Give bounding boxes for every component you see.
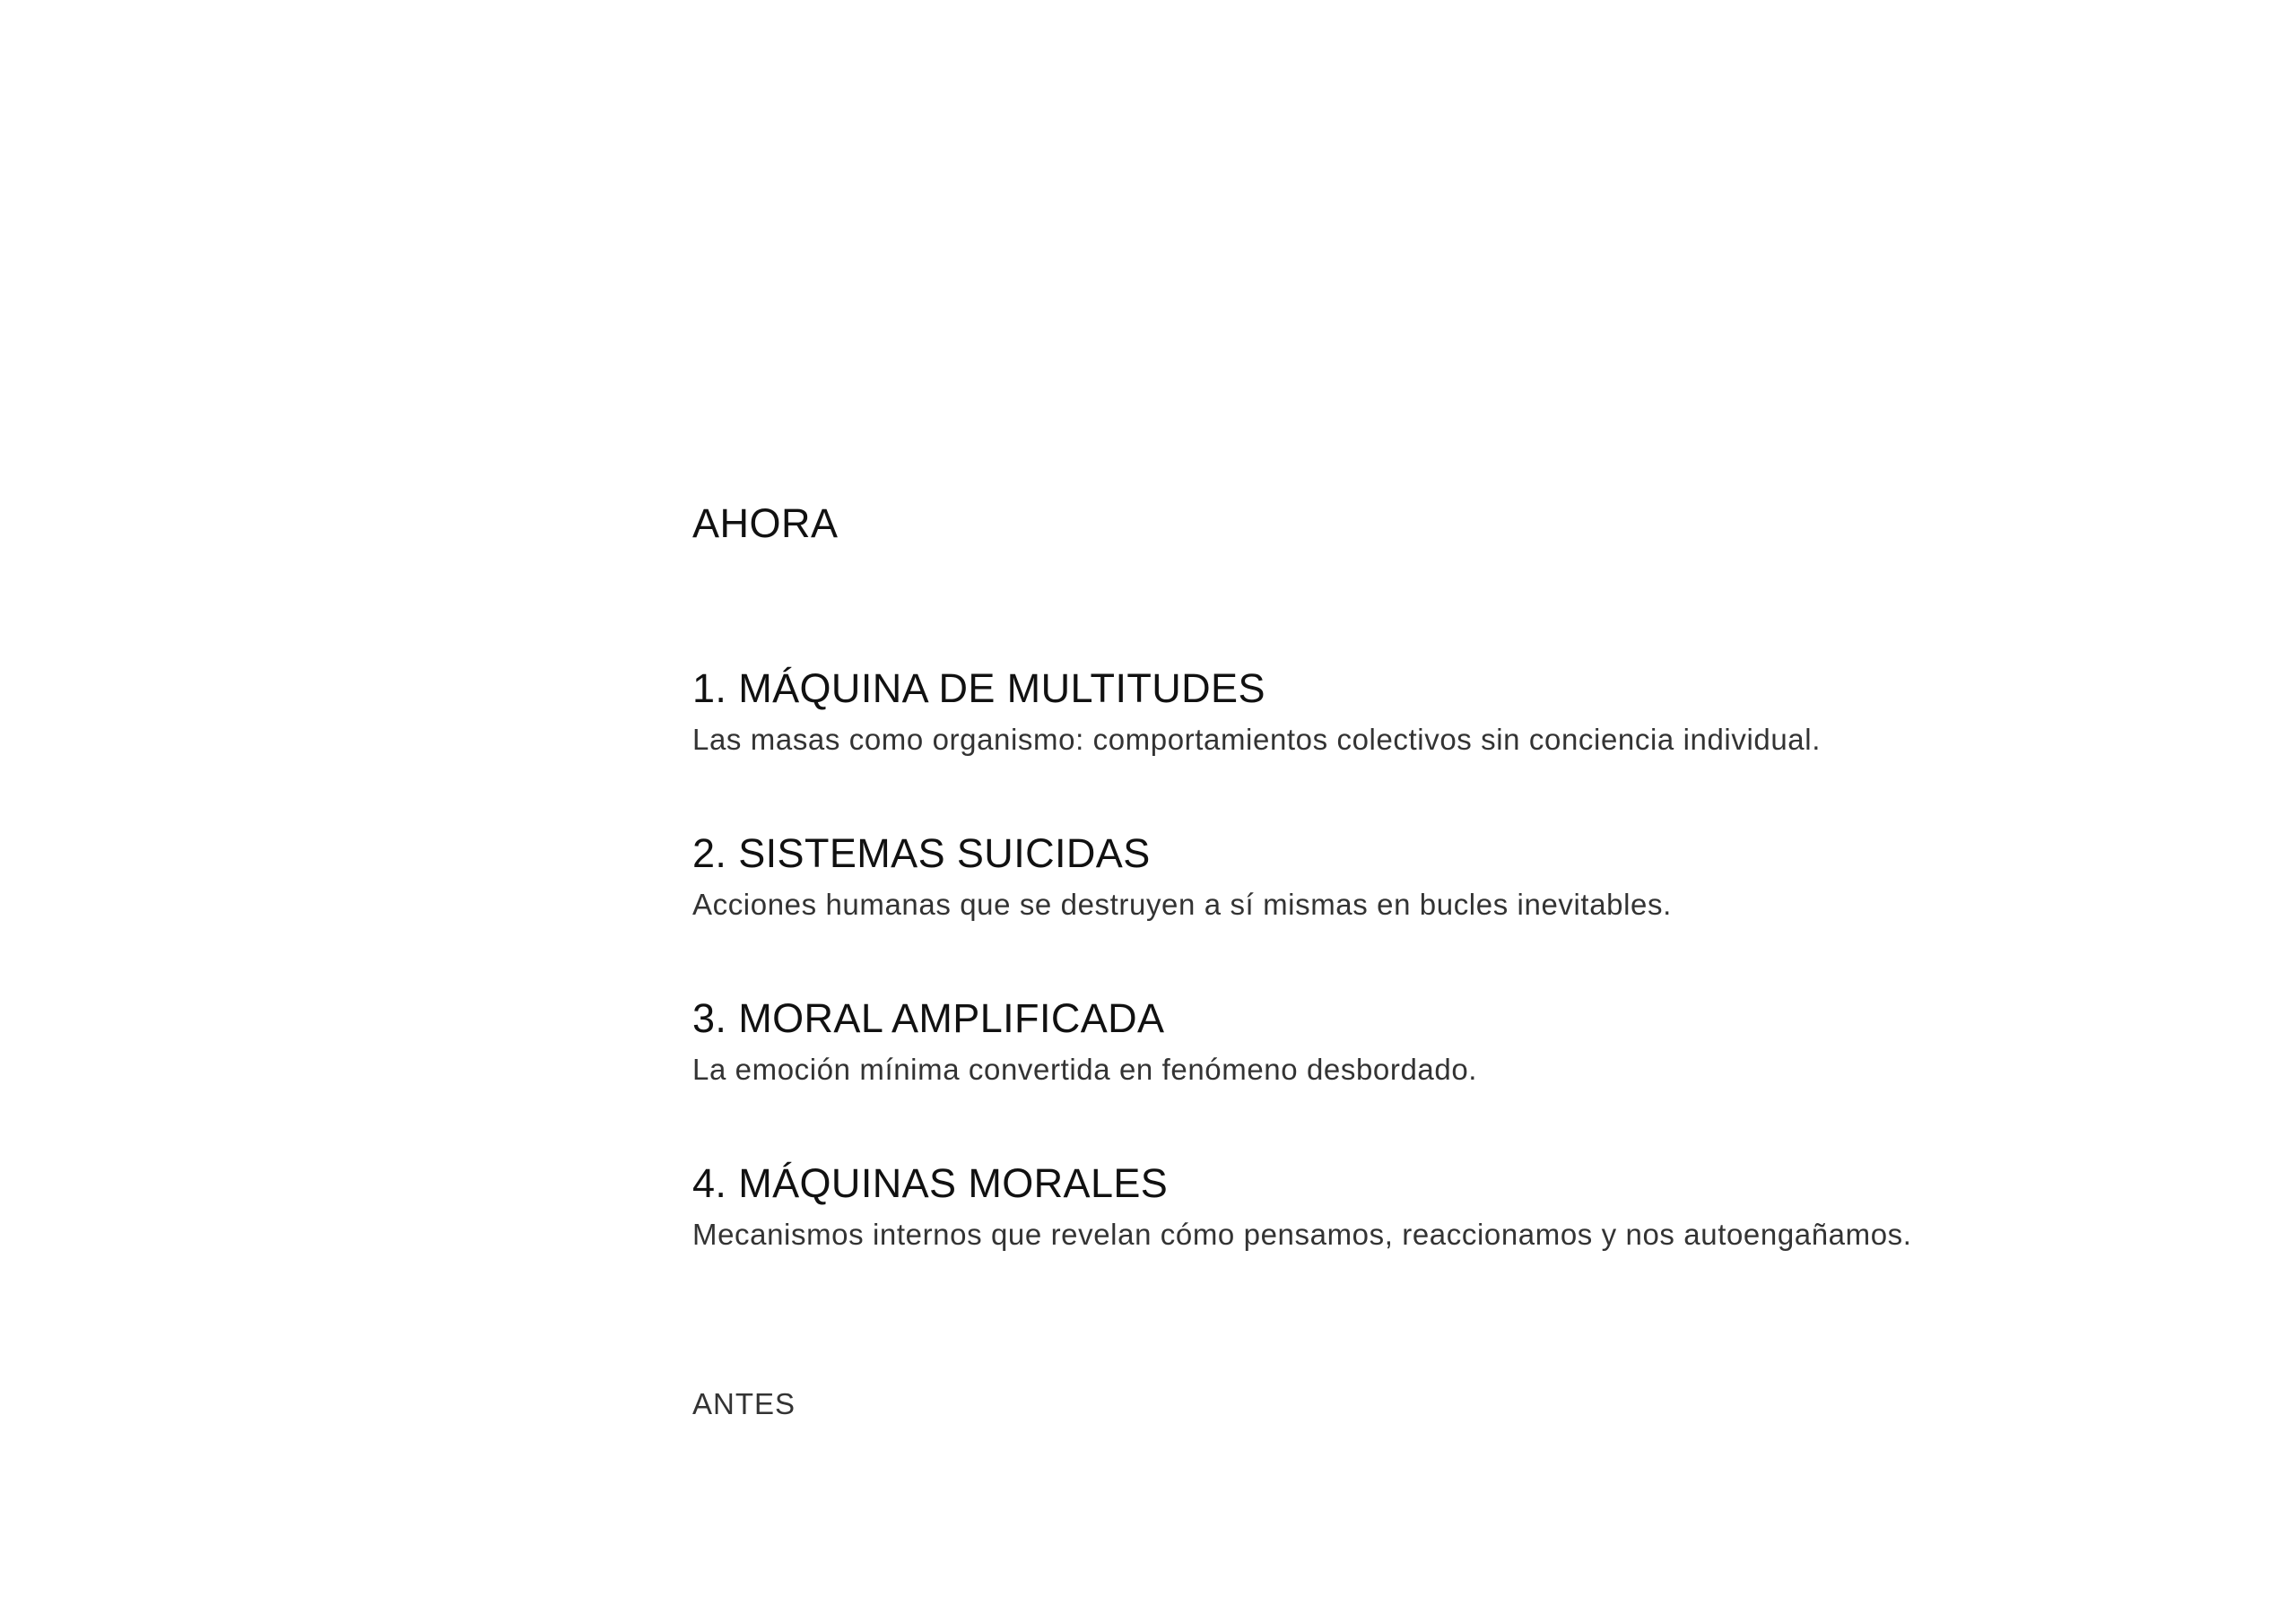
section-title[interactable]: 1. MÁQUINA DE MULTITUDES [692,665,1265,711]
before-label[interactable]: ANTES [692,1387,796,1420]
section-description: Acciones humanas que se destruyen a sí mismas en bucles inevitables. [692,888,1672,921]
now-label[interactable]: AHORA [692,500,839,546]
section-title[interactable]: 2. SISTEMAS SUICIDAS [692,830,1151,876]
section-title[interactable]: 4. MÁQUINAS MORALES [692,1160,1169,1206]
section-description: Las masas como organismo: comportamientos colectivos sin conciencia individual. [692,723,1821,756]
section-description: La emoción mínima convertida en fenómeno desbordado. [692,1053,1478,1086]
section-title[interactable]: 3. MORAL AMPLIFICADA [692,995,1165,1041]
section-suicidal-systems[interactable] [692,829,2127,924]
section-amplified-moral[interactable] [692,994,2127,1089]
section-crowd-machine[interactable] [692,664,2127,759]
section-description: Mecanismos internos que revelan cómo pensamos, reaccionamos y nos autoengañamos. [692,1218,1912,1251]
section-moral-machines[interactable] [692,1159,2127,1254]
